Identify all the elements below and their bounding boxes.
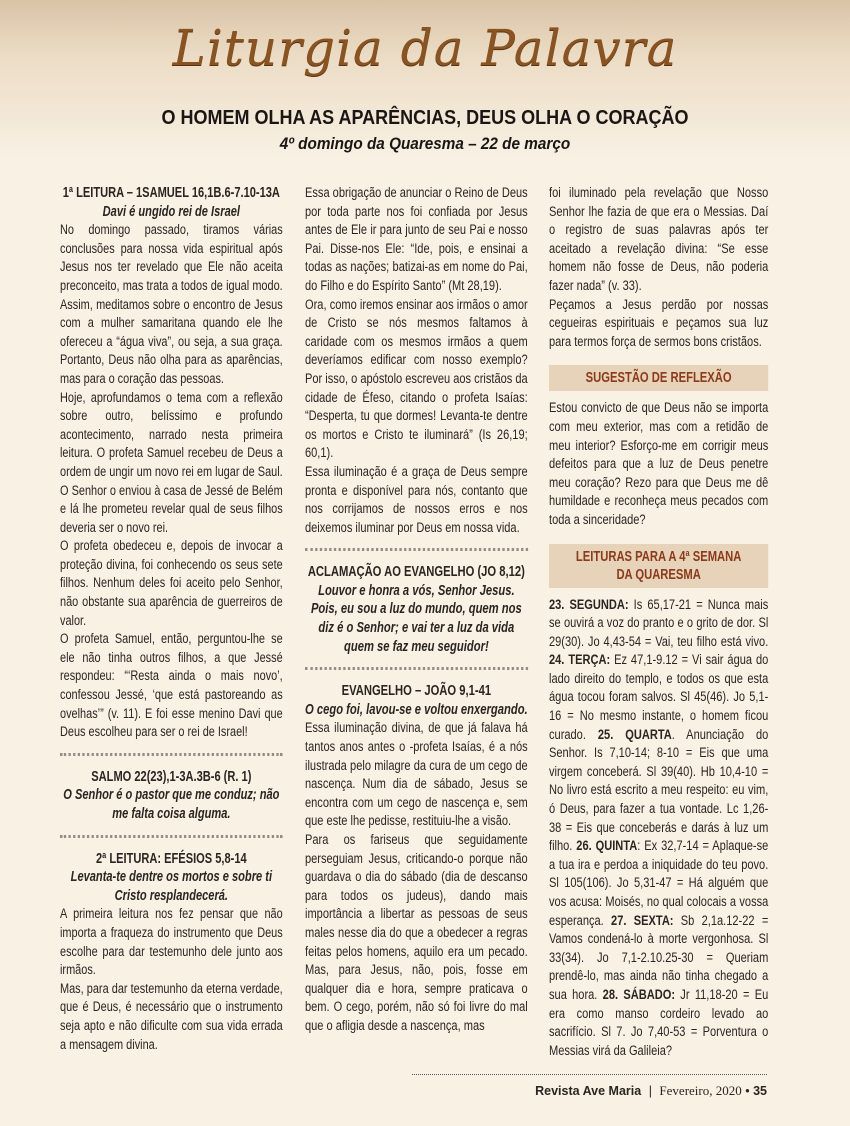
dotted-divider [60, 835, 283, 838]
page-number: 35 [753, 1084, 767, 1098]
column-1 [60, 184, 283, 1054]
day-label: 23. SEGUNDA: [549, 596, 629, 613]
issue-date: Fevereiro, 2020 [659, 1083, 742, 1098]
reflection-text: Estou convicto de que Deus não se importa com meu exterior, mas com a retidão de meu interior? Esforço-me em corrigir meus defeitos para que a luz de Deus penetre meu coração? Rezo para que Deus me dê humildade e reconheça meus pecados com toda a sinceridade? [549, 400, 769, 528]
gospel-subheading: O cego foi, lavou-se e voltou enxergando. [305, 701, 528, 718]
psalm-heading: SALMO 22(23),1-3A.3B-6 (R. 1) [91, 768, 252, 785]
paragraph: Hoje, aprofundamos o tema com a reflexão sobre outro, belíssimo e profundo acontecimento, narrado nesta primeira leitura. O profeta Samuel recebeu de Deus a ordem de ungir um novo rei em lugar de Saul. O Senhor o enviou à casa de Jessé de Belém e lá lhe prometeu revelar qual de seus filhos deveria ser o novo rei. [60, 389, 283, 536]
paragraph: Essa obrigação de anunciar o Reino de Deus por toda parte nos foi confiada por Jesus antes de Ele ir para junto de seu Pai e nosso Pai. Disse-nos Ele: “Ide, pois, e ensinai a todas as nações; batizai-as em nome do Pai, do Filho e do Espírito Santo” (Mt 28,19). [305, 185, 528, 294]
paragraph: Peçamos a Jesus perdão por nossas cegueiras espirituais e peçamos sua luz para termos força de sermos bons cristãos. [549, 296, 769, 350]
page-footer [535, 1083, 767, 1099]
page-title: O HOMEM OLHA AS APARÊNCIAS, DEUS OLHA O CORAÇÃO [161, 107, 689, 129]
paragraph: Ora, como iremos ensinar aos irmãos o amor de Cristo se nós mesmos faltamos à caridade com os mesmos irmãos a quem deveríamos edificar com nosso exemplo? Por isso, o apóstolo escreveu aos cristãos da cidade de Éfeso, citando o profeta Isaías: “Desperta, tu que dormes! Levanta-te dentre os mortos e Cristo te iluminará” (Is 26,19; 60,1). [305, 296, 528, 462]
page-subtitle: 4º domingo da Quaresma – 22 de março [279, 134, 571, 153]
day-label: 25. QUARTA [597, 726, 672, 743]
day-label: 28. SÁBADO: [602, 986, 676, 1003]
acclamation-text: Louvor e honra a vós, Senhor Jesus. Pois, eu sou a luz do mundo, quem nos diz é o Senhor; e vai ter a luz da vida quem se faz meu seguidor! [310, 582, 522, 655]
second-reading-heading: 2ª LEITURA: EFÉSIOS 5,8-14 [96, 850, 247, 867]
footer-separator: | [648, 1084, 652, 1098]
section-logo-title: Liturgia da Palavra [172, 19, 678, 77]
psalm-response: O Senhor é o pastor que me conduz; não me falta coisa alguma. [63, 787, 280, 822]
paragraph: Mas, para dar testemunho da eterna verdade, que é Deus, é necessário que o instrumento seja apto e não dificulte com sua vida errada a mensagem divina. [60, 980, 283, 1053]
paragraph: O profeta obedeceu e, depois de invocar a proteção divina, foi conhecendo os seus sete filhos. Nenhum deles foi aceito pelo Senhor, não obstante sua aparência de guerreiros de valor. [60, 538, 283, 629]
day-text: Sb 2,1a.12-22 = Vamos condená-lo à morte vergonhosa. Sl 33(34). Jo 7,1-2.10.25-30 = Queriam prendê-lo, mas ainda não tinha chegado a sua hora. [549, 912, 769, 1003]
day-text: : Ex 32,7-14 = Aplaque-se a tua ira e perdoa a iniquidade do teu povo. Sl 105(106). Jo 5,31-47 = Há alguém que vos acusa: Moisés, no qual colocais a vossa esperança. [549, 838, 769, 929]
column-2 [305, 184, 528, 1036]
column-3 [549, 184, 768, 1060]
dotted-divider [305, 548, 528, 551]
paragraph: Essa iluminação divina, de que já falava há tantos anos antes o -profeta Isaías, é a nós ilustrada pelo milagre da cura de um cego de nascença. Num dia de sábado, Jesus se encontra com um cego de nascença e, sem que este lhe pedisse, restituiu-lhe a visão. [305, 720, 528, 830]
dotted-divider [305, 667, 528, 670]
day-text: Ez 47,1-9.12 = Vi sair água do lado direito do templo, e todos os que esta água tocou foram salvos. Sl 45(46). Jo 5,1-16 = No mesmo instante, o homem ficou curado. [549, 652, 769, 743]
paragraph: Essa iluminação é a graça de Deus sempre pronta e disponível para nós, contanto que nos corrijamos de nossos erros e nos deixemos iluminar por Deus em nossa vida. [305, 463, 528, 536]
footer-bullet: • [745, 1084, 750, 1098]
paragraph: Para os fariseus que seguidamente perseguiam Jesus, criticando-o porque não guardava o dia do sábado (dia de descanso para todos os judeus), dando mais importância a libertar as pessoas de seus males nesse dia do que a obedecer a regras feitas pelos homens, aquilo era um pecado. Mas, para Jesus, não, pois, fosse em qualquer dia e hora, sempre praticava o bem. O cego, porém, não só foi livre do mal que o afligia desde a nascença, mas [305, 832, 528, 1034]
week-readings-list [549, 596, 768, 1061]
gospel-heading: EVANGELHO – JOÃO 9,1-41 [341, 683, 492, 700]
reflection-heading: SUGESTÃO DE REFLEXÃO [549, 365, 768, 391]
magazine-name: Revista Ave Maria [535, 1084, 642, 1098]
day-label: 26. QUINTA [576, 838, 638, 855]
day-label: 27. SEXTA: [611, 912, 674, 929]
second-reading-subheading: Levanta-te dentre os mortos e sobre ti Cristo resplandecerá. [70, 869, 273, 904]
week-readings-heading: LEITURAS PARA A 4ª SEMANA DA QUARESMA [549, 544, 768, 588]
day-label: 24. TERÇA: [549, 652, 611, 669]
day-text: . Anunciação do Senhor. Is 7,10-14; 8-10 = Eis que uma virgem conceberá. Sl 39(40). Hb 10,4-10 = No livro está escrito a meu respeito: eu vim, ó Deus, para fazer a tua vontade. Lc 1,26-38 = Eis que conceberás e darás à luz um filho. [549, 726, 769, 855]
day-text: Jr 11,18-20 = Eu era como manso cordeiro levado ao sacrifício. Sl 7. Jo 7,40-53 = Porventura o Messias virá da Galileia? [549, 986, 769, 1059]
paragraph: O profeta Samuel, então, perguntou-lhe se ele não tinha outros filhos, a que Jessé respondeu: “‘Resta ainda o mais novo’, confessou Jessé, ‘que está pastoreando as ovelhas’” (v. 11). E foi esse menino Davi que Deus escolheu para ser o rei de Israel! [60, 631, 283, 741]
acclamation-heading: ACLAMAÇÃO AO EVANGELHO (JO 8,12) [307, 564, 525, 581]
day-text: Is 65,17-21 = Nunca mais se ouvirá a voz do pranto e o grito de dor. Sl 29(30). Jo 4,43-54 = Vai, teu filho está vivo. [549, 596, 769, 650]
paragraph: A primeira leitura nos fez pensar que não importa a fraqueza do instrumento que Deus escolhe para dar testemunho dele junto aos irmãos. [60, 906, 283, 979]
paragraph: No domingo passado, tiramos várias conclusões para nossa vida espiritual após Jesus nos ter revelado que Ele não aceita preconceito, mas trata a todos de igual modo. Assim, meditamos sobre o encontro de Jesus com a mulher samaritana quando ele lhe ofereceu a “água viva”, ou seja, a sua graça. Portanto, Deus não olha para as aparências, mas para o coração das pessoas. [60, 222, 283, 387]
first-reading-subheading: Davi é ungido rei de Israel [102, 203, 241, 220]
first-reading-heading: 1ª LEITURA – 1SAMUEL 16,1B.6-7.10-13A [62, 185, 280, 201]
dotted-divider [60, 753, 283, 756]
footer-divider [412, 1074, 767, 1075]
paragraph: foi iluminado pela revelação que Nosso Senhor lhe fazia de que era o Messias. Daí o registro de suas palavras após ter aceitado a revelação divina: “Se esse homem não fosse de Deus, não poderia fazer nada” (v. 33). [549, 185, 769, 294]
